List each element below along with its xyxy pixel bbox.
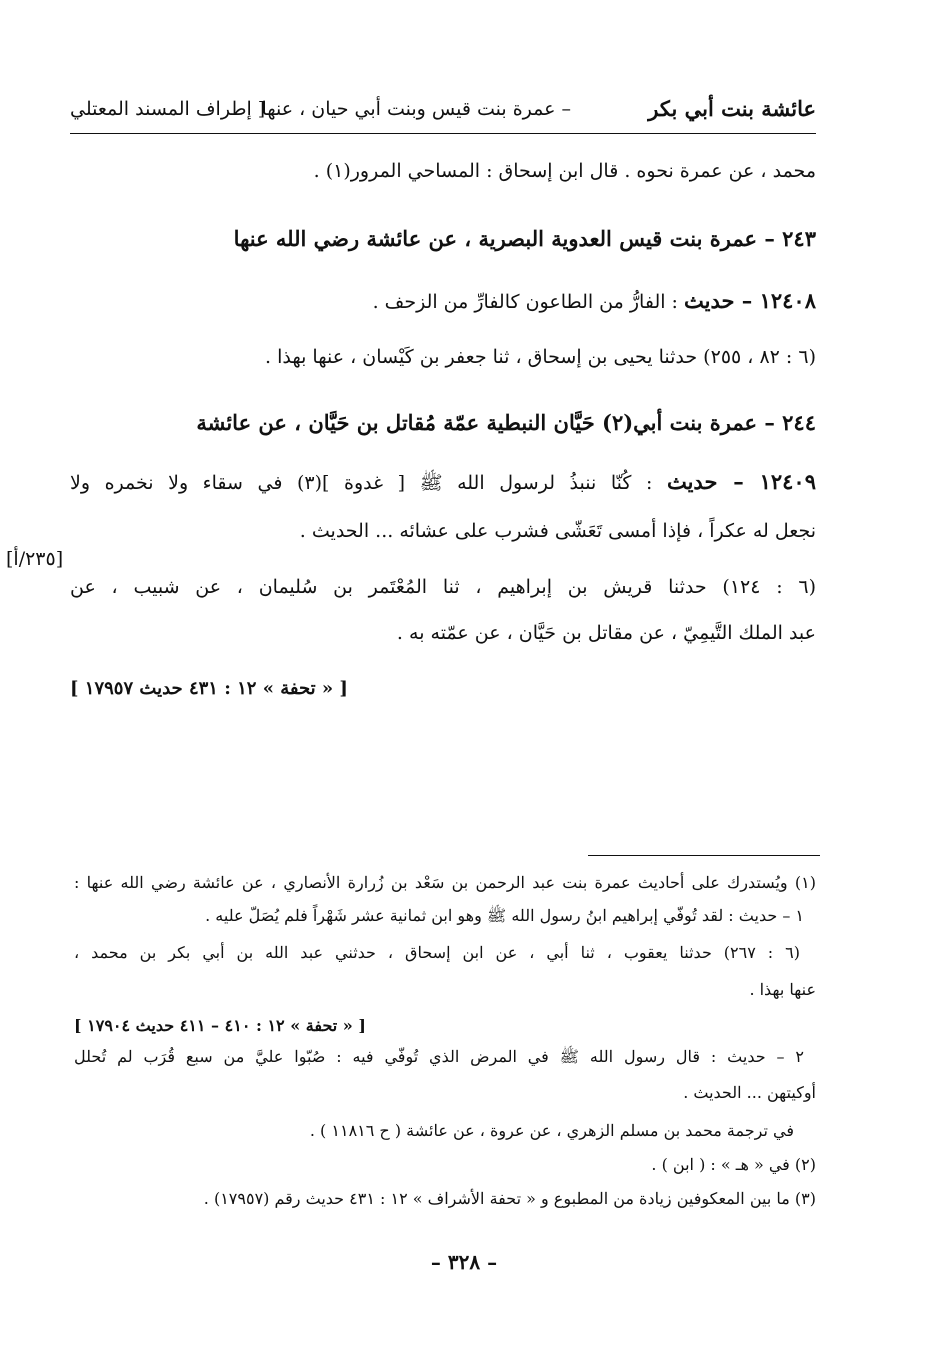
header-book-title: [ إطراف المسند المعتلي — [70, 98, 266, 120]
margin-folio-ref: [٢٣٥/أ] — [6, 548, 64, 570]
page-number: – ٣٢٨ – — [430, 1250, 498, 1274]
running-header — [70, 96, 816, 130]
footnote-2: (٢) في « هـ » : ( ابن ) . — [651, 1155, 816, 1174]
footnote-1: (١) ويُستدرك على أحاديث عمرة بنت عبد الرحمن بن سَعْد بن زُرارة الأنصاري ، عن عائشة رضي الله عنها : — [74, 873, 816, 892]
hadith-number: ١٢٤٠٩ – حديث — [666, 469, 816, 494]
hadith-12408 — [373, 288, 816, 313]
footnote-1-tuhfa: [ « تحفة » ١٢ : ٤١٠ – ٤١١ حديث ١٧٩٠٤ ] — [74, 1016, 366, 1035]
hadith-number: ١٢٤٠٨ – حديث — [684, 288, 816, 313]
footnote-1-note: في ترجمة محمد بن مسلم الزهري ، عن عروة ، عن عائشة ( ح ١١٨١٦ ) . — [309, 1121, 794, 1140]
isnad-12408: (٦ : ٨٢ ، ٢٥٥) حدثنا يحيى بن إسحاق ، ثنا جعفر بن كَيْسان ، عنها بهذا . — [265, 346, 816, 368]
footnote-1-isnad: (٦ : ٢٦٧) حدثنا يعقوب ، ثنا أبي ، عن ابن إسحاق ، حدثني عبد الله بن أبي بكر بن محمد ، — [74, 943, 800, 962]
footnote-3: (٣) ما بين المعكوفين زيادة من المطبوع و « تحفة الأشراف » ١٢ : ٤٣١ حديث رقم (١٧٩٥٧) . — [203, 1189, 816, 1208]
hadith-12409 — [70, 469, 816, 499]
footnote-1-item-2: ٢ – حديث : قال رسول الله ﷺ في المرض الذي تُوفّي فيه : صُبّوا عليَّ من سبع قُرَب لم تُحلل — [74, 1047, 804, 1066]
header-chapter: عائشة بنت أبي بكر — [648, 96, 816, 121]
tuhfa-reference: [ « تحفة » ١٢ : ٤٣١ حديث ١٧٩٥٧ ] — [70, 678, 348, 699]
header-rule — [70, 133, 816, 134]
hadith-text-cont: نجعل له عكراً ، فإذا أمسى تَعَشّى فشرب على عشائه ... الحديث . — [299, 520, 816, 542]
footnote-rule — [588, 855, 820, 856]
body-line: محمد ، عن عمرة نحوه . قال ابن إسحاق : المساحي المرور(١) . — [313, 160, 816, 182]
heading-243: ٢٤٣ – عمرة بنت قيس العدوية البصرية ، عن عائشة رضي الله عنها — [233, 226, 816, 251]
isnad-12409-cont: عبد الملك التَّيمِيّ ، عن مقاتل بن حَيَّان ، عن عمّته به . — [396, 622, 816, 644]
footnote-1-item: ١ – حديث : لقد تُوفّي إبراهيم ابنُ رسول الله ﷺ وهو ابن ثمانية عشر شَهْراً فلم يُصَلّ عليه . — [205, 906, 804, 925]
hadith-text: : كُنّا ننبذُ لرسول الله ﷺ [ غدوة ](٣) في سقاء ولا نخمره ولا — [70, 472, 653, 494]
hadith-text: : الفارُّ من الطاعون كالفارِّ من الزحف . — [372, 291, 678, 313]
footnote-1-item-2-cont: أوكيتهن ... الحديث . — [683, 1083, 816, 1102]
heading-244: ٢٤٤ – عمرة بنت أبي(٢) حَيَّان النبطية عمّة مُقاتل بن حَيَّان ، عن عائشة — [196, 410, 816, 435]
header-section: – عمرة بنت قيس وبنت أبي حيان ، عنها — [261, 98, 571, 120]
footnote-1-isnad-cont: عنها بهذا . — [749, 980, 816, 999]
isnad-12409: (٦ : ١٢٤) حدثنا قريش بن إبراهيم ، ثنا المُعْتَمر بن سُليمان ، عن شبيب ، عن — [70, 576, 816, 598]
